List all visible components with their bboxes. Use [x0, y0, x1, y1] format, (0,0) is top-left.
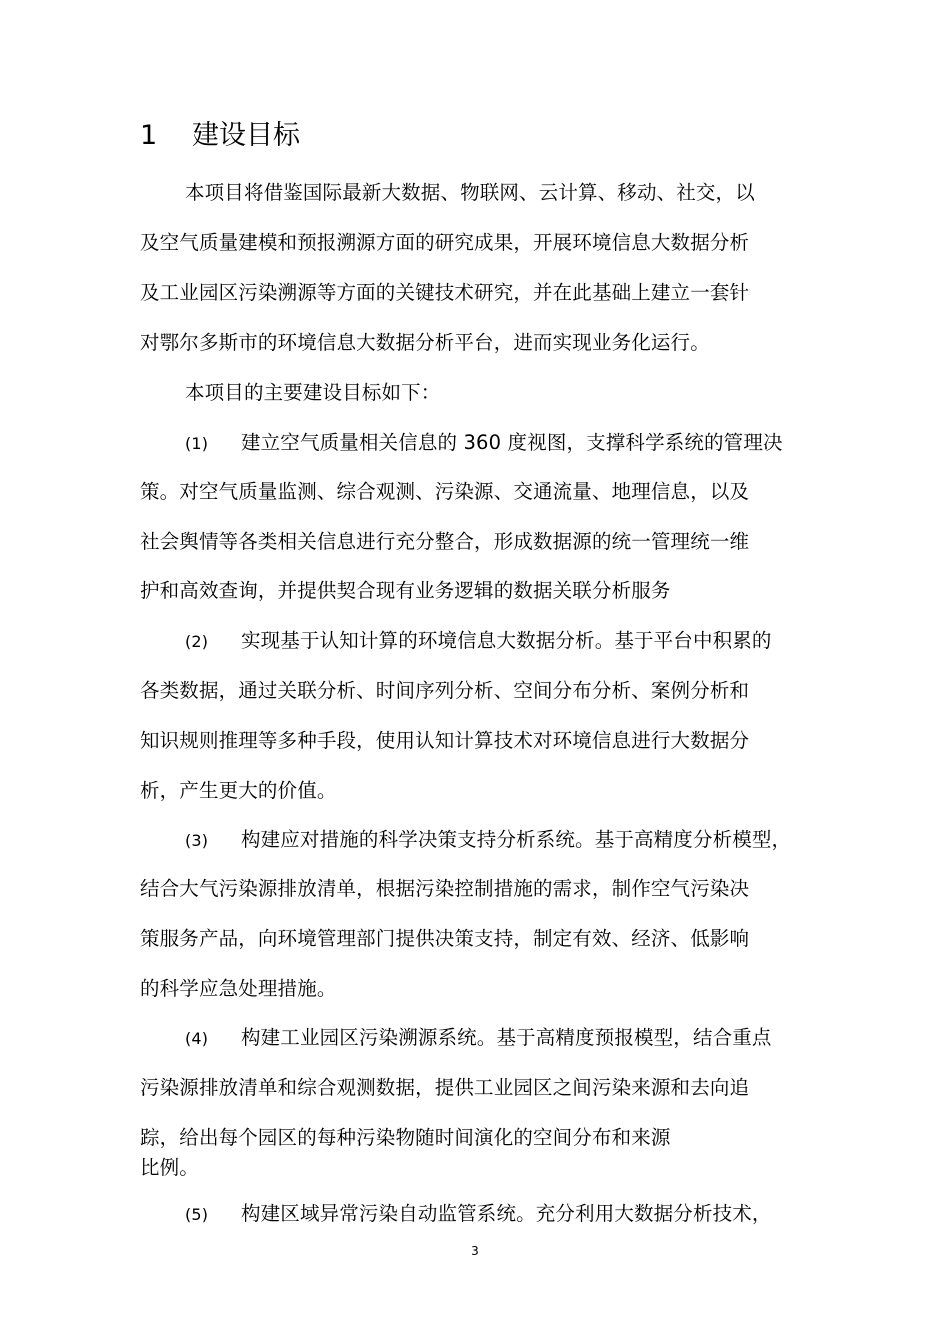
list-item-line: 析，产生更大的价值。: [140, 779, 337, 802]
list-item-text: 建立空气质量相关信息的 360 度视图，支撑科学系统的管理决: [241, 431, 783, 454]
list-item-line: 踪，给出每个园区的每种污染物随时间演化的空间分布和来源: [140, 1126, 671, 1149]
list-item-text: 构建区域异常污染自动监管系统。充分利用大数据分析技术，: [241, 1202, 772, 1225]
list-item-line: 污染源排放清单和综合观测数据，提供工业园区之间污染来源和去向追: [140, 1076, 750, 1099]
list-item-text: 构建工业园区污染溯源系统。基于高精度预报模型，结合重点: [241, 1026, 772, 1049]
goals-intro: 本项目的主要建设目标如下：: [185, 381, 441, 404]
list-item-first-line: [185, 1023, 772, 1053]
paragraph-line: 对鄂尔多斯市的环境信息大数据分析平台，进而实现业务化运行。: [140, 331, 710, 354]
list-item-line: 知识规则推理等多种手段，使用认知计算技术对环境信息进行大数据分: [140, 729, 750, 752]
list-item-line: 策服务产品，向环境管理部门提供决策支持，制定有效、经济、低影响: [140, 927, 750, 950]
list-item-first-line: [185, 626, 772, 656]
list-item-first-line: [185, 1199, 772, 1229]
list-marker: (5): [185, 1205, 209, 1224]
list-marker: (4): [185, 1029, 209, 1048]
list-item-text: 构建应对措施的科学决策支持分析系统。基于高精度分析模型，: [241, 828, 792, 851]
page-number: 3: [471, 1244, 479, 1258]
list-item-first-line: [185, 825, 791, 855]
list-item-line: 各类数据，通过关联分析、时间序列分析、空间分布分析、案例分析和: [140, 679, 750, 702]
list-item-line: 策。对空气质量监测、综合观测、污染源、交通流量、地理信息，以及: [140, 480, 750, 503]
section-heading: [140, 116, 300, 156]
section-number: 1: [140, 120, 158, 151]
list-marker: (3): [185, 831, 209, 850]
list-item-text: 实现基于认知计算的环境信息大数据分析。基于平台中积累的: [241, 629, 772, 652]
list-item-line: 的科学应急处理措施。: [140, 977, 337, 1000]
list-item-line: 护和高效查询，并提供契合现有业务逻辑的数据关联分析服务: [140, 579, 671, 602]
list-item-line: 结合大气污染源排放清单，根据污染控制措施的需求，制作空气污染决: [140, 877, 750, 900]
list-marker: (2): [185, 632, 209, 651]
list-item-line: 社会舆情等各类相关信息进行充分整合，形成数据源的统一管理统一维: [140, 530, 750, 553]
list-item-first-line: [185, 428, 783, 458]
paragraph-line: 及空气质量建模和预报溯源方面的研究成果，开展环境信息大数据分析: [140, 231, 750, 254]
list-marker: (1): [185, 434, 209, 453]
paragraph-line: 及工业园区污染溯源等方面的关键技术研究，并在此基础上建立一套针: [140, 281, 750, 304]
list-item-line: 比例。: [140, 1156, 199, 1179]
section-title: 建设目标: [192, 120, 300, 151]
paragraph-line: 本项目将借鉴国际最新大数据、物联网、云计算、移动、社交，以: [185, 181, 755, 204]
